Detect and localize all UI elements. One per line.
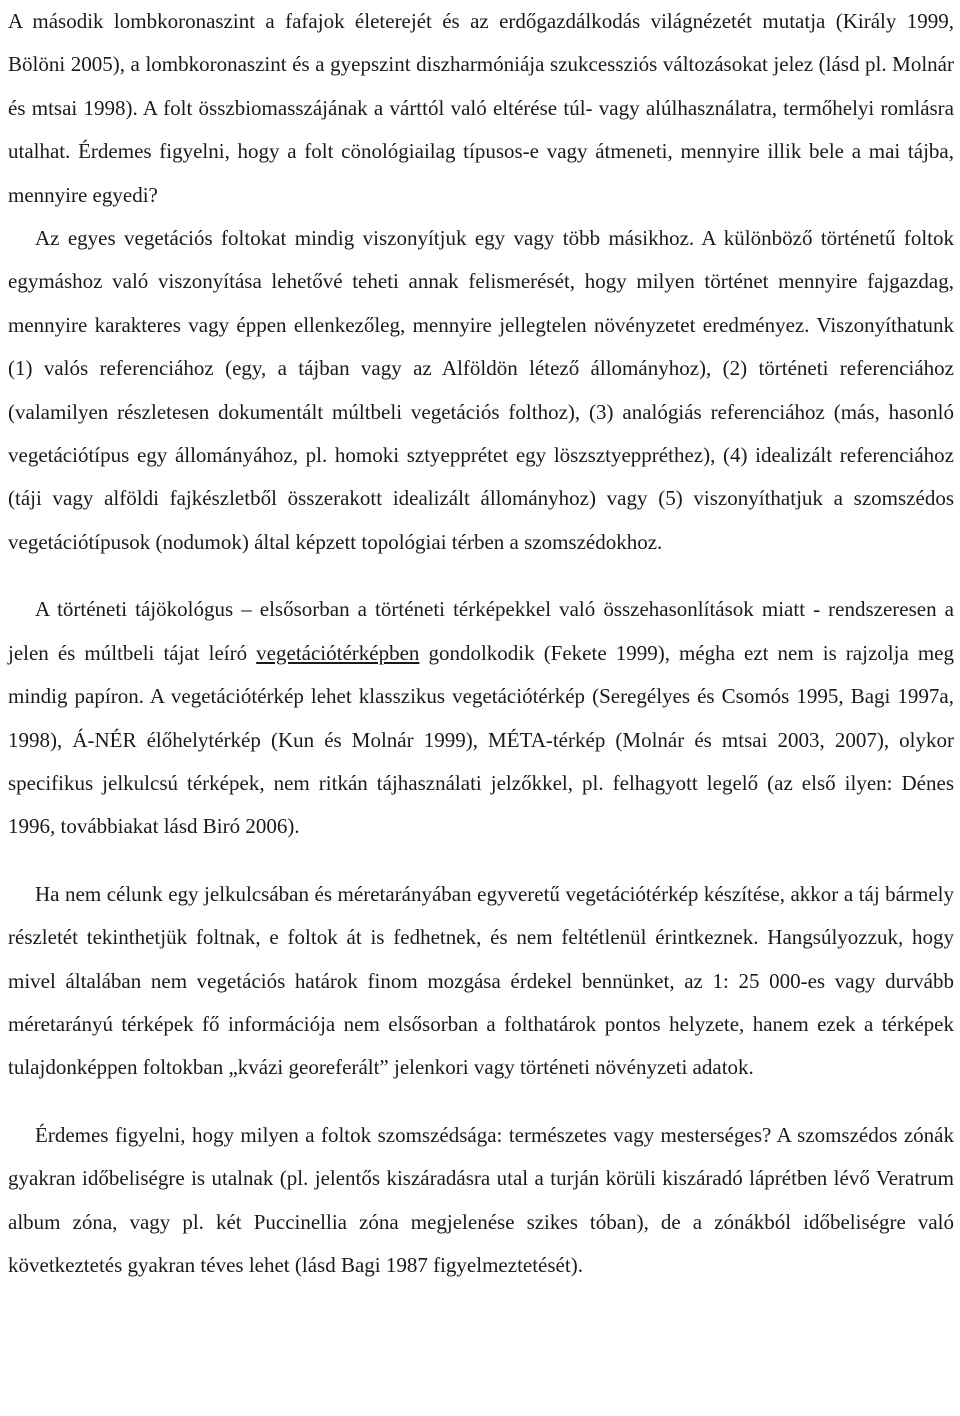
paragraph-3 — [8, 588, 954, 848]
paragraph-4: Ha nem célunk egy jelkulcsában és méretarányában egyveretű vegetációtérkép készítése, akkor a táj bármely részletét tekinthetjük foltnak, e foltok át is fedhetnek, és nem feltétlenül érintkeznek. Hangsúlyozzuk, hogy mivel általában nem vegetációs határok finom mozgása érdekel bennünket, az 1: 25 000-es vagy durvább méretarányú térképek fő információja nem elsősorban a folthatárok pontos helyzete, hanem ezek a térképek tulajdonképpen foltokban „kvázi georeferált” jelenkori vagy történeti növényzeti adatok. — [8, 881, 954, 1080]
paragraph-3-text-after: gondolkodik (Fekete 1999), mégha ezt nem is rajzolja meg mindig papíron. A vegetációtérkép lehet klasszikus vegetációtérkép (Seregélyes és Csomós 1995, Bagi 1997a, 1998), Á-NÉR élőhelytérkép (Kun és Molnár 1999), MÉTA-térkép (Molnár és mtsai 2003, 2007), olykor specifikus jelkulcsú térképek, nem ritkán tájhasználati jelzőkkel, pl. felhagyott legelő (az első ilyen: Dénes 1996, továbbiakat lásd Biró 2006). — [8, 640, 954, 839]
paragraph-gap — [8, 1090, 954, 1114]
paragraph-2: Az egyes vegetációs foltokat mindig viszonyítjuk egy vagy több másikhoz. A különböző történetű foltok egymáshoz való viszonyítása lehetővé teheti annak felismerését, hogy milyen történet mennyire fajgazdag, mennyire karakteres vagy éppen ellenkezőleg, mennyire jellegtelen növényzetet eredményez. Viszonyíthatunk (1) valós referenciához (egy, a tájban vagy az Alföldön létező állományhoz), (2) történeti referenciához (valamilyen részletesen dokumentált múltbeli vegetációs folthoz), (3) analógiás referenciához (más, hasonló vegetációtípus egy állományához, pl. homoki sztyepprétet egy löszsztyeppréthez), (4) idealizált referenciához (táji vagy alföldi fajkészletből összerakott idealizált állományhoz) vagy (5) viszonyíthatjuk a szomszédos vegetációtípusok (nodumok) által képzett topológiai térben a szomszédokhoz. — [8, 226, 954, 554]
paragraph-1: A második lombkoronaszint a fafajok életerejét és az erdőgazdálkodás világnézetét mutatja (Király 1999, Bölöni 2005), a lombkoronaszint és a gyepszint diszharmóniája szukcessziós változásokat jelez (lásd pl. Molnár és mtsai 1998). A folt összbiomasszájának a várttól való eltérése túl- vagy alúlhasználatra, termőhelyi romlásra utalhat. Érdemes figyelni, hogy a folt cönológiailag típusos-e vagy átmeneti, mennyire illik bele a mai tájba, mennyire egyedi? — [8, 9, 954, 207]
document-page — [8, 0, 954, 1287]
paragraph-gap — [8, 849, 954, 873]
paragraph-5: Érdemes figyelni, hogy milyen a foltok szomszédsága: természetes vagy mesterséges? A szomszédos zónák gyakran időbeliségre is utalnak (pl. jelentős kiszáradásra utal a turján körüli kiszáradó láprétben lévő Veratrum album zóna, vagy pl. két Puccinellia zóna megjelenése szikes tóban), de a zónákból időbeliségre való következtetés gyakran téves lehet (lásd Bagi 1987 figyelmeztetését). — [8, 1122, 954, 1277]
paragraph-3-text-before: A történeti tájökológus – elsősorban a történeti térképekkel való összehasonlítások miatt - rendszeresen a jelen és múltbeli tájat leíró — [8, 597, 954, 665]
underlined-term: vegetációtérképben — [256, 640, 420, 665]
paragraph-gap — [8, 564, 954, 588]
